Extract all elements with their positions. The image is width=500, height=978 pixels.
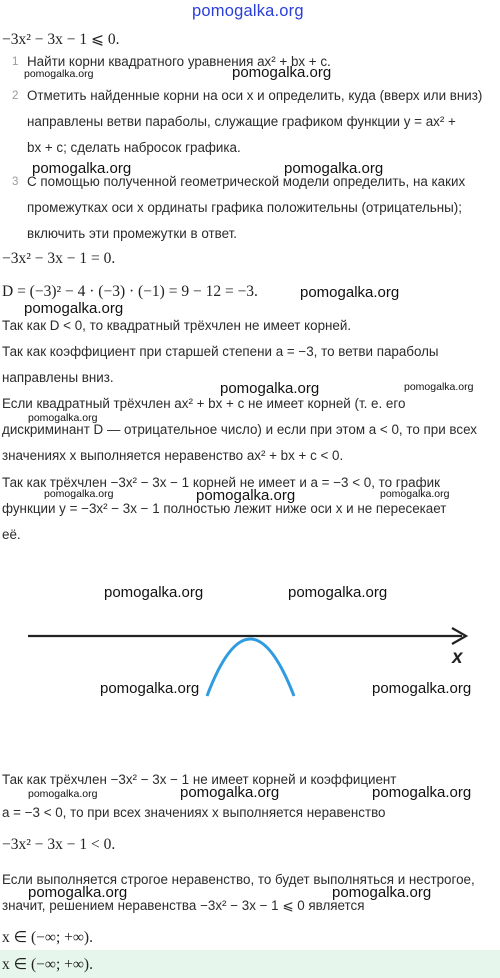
equation: −3x² − 3x − 1 = 0. <box>2 250 116 267</box>
watermark: pomogalka.org <box>28 884 128 901</box>
conclusion-line-1: Так как трёхчлен −3x² − 3x − 1 не имеет корней и коэффициент <box>2 772 397 787</box>
step-number-2: 2 <box>12 90 19 102</box>
step-2-line-1: Отметить найденные корни на оси x и определить, куда (вверх или вниз) <box>27 88 483 103</box>
watermark: pomogalka.org <box>284 160 384 177</box>
watermark: pomogalka.org <box>24 300 124 317</box>
watermark: pomogalka.org <box>288 584 388 601</box>
step-2-line-3: bx + c; сделать набросок графика. <box>27 140 241 155</box>
watermark: pomogalka.org <box>196 487 296 504</box>
step-3-line-3: включить эти промежутки в ответ. <box>27 226 237 241</box>
watermark: pomogalka.org <box>332 884 432 901</box>
leading-coef-line-1: Так как коэффициент при старшей степени a = −3, то ветви параболы <box>2 344 439 359</box>
leading-coef-line-2: направлены вниз. <box>2 370 114 385</box>
result: x ∈ (−∞; +∞). <box>2 929 93 946</box>
theorem-line-1: Если квадратный трёхчлен ax² + bx + c не имеет корней (т. е. его <box>2 396 406 411</box>
watermark-header: pomogalka.org <box>192 2 304 20</box>
step-1-text: Найти корни квадратного уравнения ax² + bx + c. <box>27 54 331 69</box>
step-number-3: 3 <box>12 176 19 188</box>
no-roots-text: Так как D < 0, то квадратный трёхчлен не имеет корней. <box>2 318 352 333</box>
problem-inequality: −3x² − 3x − 1 ⩽ 0. <box>2 31 120 48</box>
answer: x ∈ (−∞; +∞). <box>2 956 93 973</box>
watermark: pomogalka.org <box>32 160 132 177</box>
watermark: pomogalka.org <box>44 488 114 500</box>
watermark: pomogalka.org <box>372 784 472 801</box>
graph-statement-line-2: функции y = −3x² − 3x − 1 полностью лежит ниже оси x и не пересекает <box>2 501 447 516</box>
watermark: pomogalka.org <box>404 381 474 393</box>
x-axis-label: x <box>452 647 463 668</box>
step-3-line-2: промежутках оси x ординаты графика положительны (отрицательны); <box>27 200 462 215</box>
watermark: pomogalka.org <box>372 680 472 697</box>
graph-statement-line-3: её. <box>2 527 21 542</box>
nonstrict-line-2: значит, решением неравенства −3x² − 3x − 1 ⩽ 0 является <box>2 898 365 913</box>
step-2-line-2: направлены ветви параболы, служащие графиком функции y = ax² + <box>27 114 456 129</box>
conclusion-line-2: a = −3 < 0, то при всех значениях x выполняется неравенство <box>2 805 386 820</box>
parabola-curve <box>207 639 294 696</box>
watermark: pomogalka.org <box>28 788 98 800</box>
watermark: pomogalka.org <box>232 64 332 81</box>
watermark: pomogalka.org <box>180 784 280 801</box>
watermark: pomogalka.org <box>300 284 400 301</box>
discriminant: D = (−3)² − 4 · (−3) · (−1) = 9 − 12 = −3. <box>2 283 258 300</box>
step-number-1: 1 <box>12 56 19 68</box>
watermark: pomogalka.org <box>100 680 200 697</box>
watermark: pomogalka.org <box>380 488 450 500</box>
watermark: pomogalka.org <box>104 584 204 601</box>
strict-inequality: −3x² − 3x − 1 < 0. <box>2 836 116 853</box>
step-3-line-1: С помощью полученной геометрической модели определить, на каких <box>27 174 466 189</box>
theorem-line-2: дискриминант D — отрицательное число) и если при этом a < 0, то при всех <box>2 422 477 437</box>
theorem-line-3: значениях x выполняется неравенство ax² + bx + c < 0. <box>2 448 344 463</box>
watermark: pomogalka.org <box>24 68 94 80</box>
nonstrict-line-1: Если выполняется строгое неравенство, то будет выполняться и нестрогое, <box>2 872 475 887</box>
watermark: pomogalka.org <box>220 380 320 397</box>
graph-statement-line-1: Так как трёхчлен −3x² − 3x − 1 корней не имеет и a = −3 < 0, то график <box>2 475 440 490</box>
watermark: pomogalka.org <box>28 412 98 424</box>
